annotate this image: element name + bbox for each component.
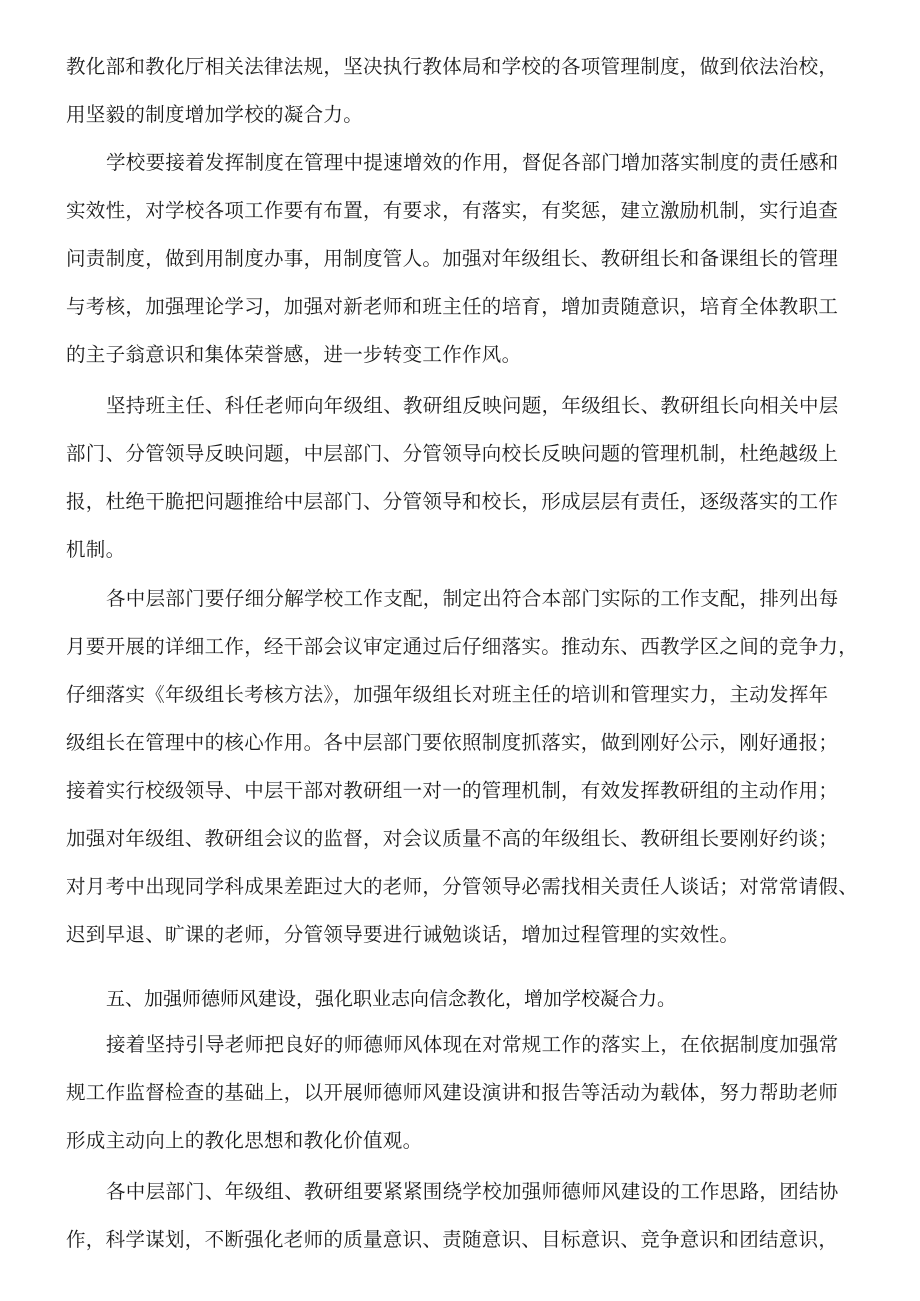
text-line: 教化部和教化厅相关法律法规，坚决执行教体局和学校的各项管理制度，做到依法治校， [66, 55, 839, 78]
text-line: 对月考中出现同学科成果差距过大的老师，分管领导必需找相关责任人谈话；对常常请假、 [66, 875, 859, 898]
paragraph-first-line: 学校要接着发挥制度在管理中提速增效的作用，督促各部门增加落实制度的责任感和 [106, 151, 839, 174]
text-line: 月要开展的详细工作，经干部会议审定通过后仔细落实。推动东、西教学区之间的竞争力， [66, 635, 859, 658]
text-line: 的主子翁意识和集体荣誉感，进一步转变工作作风。 [66, 343, 522, 366]
text-line: 规工作监督检查的基础上，以开展师德师风建设演讲和报告等活动为载体，努力帮助老师 [66, 1081, 839, 1104]
text-line: 加强对年级组、教研组会议的监督，对会议质量不高的年级组长、教研组长要刚好约谈； [66, 827, 839, 850]
paragraph-first-line: 接着坚持引导老师把良好的师德师风体现在对常规工作的落实上，在依据制度加强常 [106, 1033, 839, 1056]
text-line: 机制。 [66, 538, 126, 561]
text-line: 部门、分管领导反映问题，中层部门、分管领导向校长反映问题的管理机制，杜绝越级上 [66, 442, 839, 465]
text-line: 实效性，对学校各项工作要有布置，有要求，有落实，有奖惩，建立激励机制，实行追查 [66, 199, 839, 222]
text-line: 接着实行校级领导、中层干部对教研组一对一的管理机制，有效发挥教研组的主动作用； [66, 779, 839, 802]
paragraph-first-line: 各中层部门、年级组、教研组要紧紧围绕学校加强师德师风建设的工作思路，团结协 [106, 1180, 839, 1203]
text-line: 作，科学谋划，不断强化老师的质量意识、责随意识、目标意识、竞争意识和团结意识， [66, 1228, 839, 1251]
text-line: 与考核，加强理论学习，加强对新老师和班主任的培育，增加责随意识，培育全体教职工 [66, 295, 839, 318]
text-line: 报，杜绝干脆把问题推给中层部门、分管领导和校长，形成层层有责任，逐级落实的工作 [66, 490, 839, 513]
text-line: 仔细落实《年级组长考核方法》，加强年级组长对班主任的培训和管理实力，主动发挥年 [66, 683, 829, 706]
paragraph-first-line: 坚持班主任、科任老师向年级组、教研组反映问题，年级组长、教研组长向相关中层 [106, 394, 839, 417]
paragraph-first-line: 各中层部门要仔细分解学校工作支配，制定出符合本部门实际的工作支配，排列出每 [106, 587, 839, 610]
text-line: 迟到早退、旷课的老师，分管领导要进行诫勉谈话，增加过程管理的实效性。 [66, 923, 740, 946]
text-line: 问责制度，做到用制度办事，用制度管人。加强对年级组长、教研组长和备课组长的管理 [66, 247, 839, 270]
text-line: 形成主动向上的教化思想和教化价值观。 [66, 1129, 423, 1152]
text-line: 级组长在管理中的核心作用。各中层部门要依照制度抓落实，做到刚好公示，刚好通报； [66, 731, 839, 754]
section-heading: 五、加强师德师风建设，强化职业志向信念教化，增加学校凝合力。 [106, 988, 677, 1010]
text-line: 用坚毅的制度增加学校的凝合力。 [66, 103, 364, 126]
